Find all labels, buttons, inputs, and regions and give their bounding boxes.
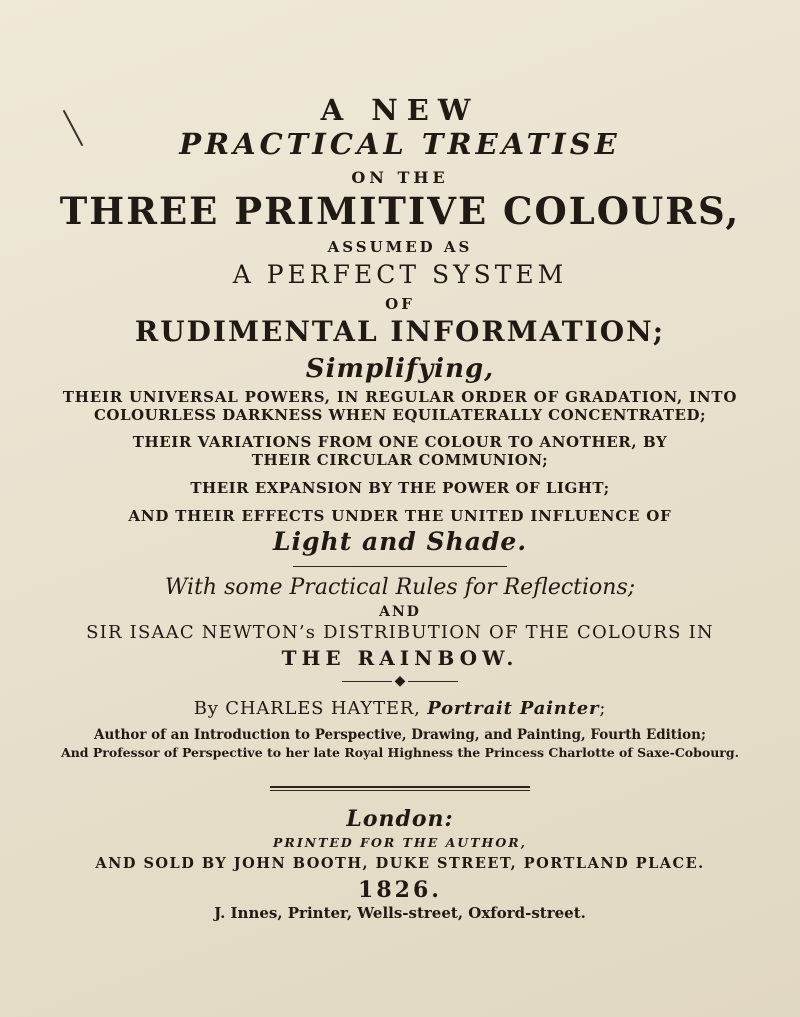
heading-a-new: A NEW xyxy=(320,93,480,127)
heading-on-the: ON THE xyxy=(351,168,449,187)
text-united-influence: AND THEIR EFFECTS UNDER THE UNITED INFLUENCE OF xyxy=(128,507,672,525)
text-practical-rules: With some Practical Rules for Reflections; xyxy=(164,575,636,600)
text-author-line xyxy=(0,700,800,718)
text-printer: J. Innes, Printer, Wells-street, Oxford-street. xyxy=(214,904,586,922)
author-title: Portrait Painter xyxy=(427,698,600,719)
heading-the-rainbow: THE RAINBOW. xyxy=(281,646,519,670)
text-printed-for: PRINTED FOR THE AUTHOR, xyxy=(273,835,527,850)
text-variations: THEIR VARIATIONS FROM ONE COLOUR TO ANOTHER, BY xyxy=(132,433,668,451)
heading-three-primitive-colours: THREE PRIMITIVE COLOURS, xyxy=(59,189,741,233)
heading-london: London: xyxy=(346,806,454,832)
text-professor-line: And Professor of Perspective to her late Royal Highness the Princess Charlotte of Saxe-Cobourg. xyxy=(61,745,739,760)
author-prefix: By CHARLES HAYTER, xyxy=(193,698,428,719)
double-rule-bottom xyxy=(270,790,530,791)
text-expansion: THEIR EXPANSION BY THE POWER OF LIGHT; xyxy=(190,479,610,497)
heading-perfect-system: A PERFECT SYSTEM xyxy=(232,260,568,289)
ornament-rule-right xyxy=(408,681,458,682)
heading-practical-treatise: PRACTICAL TREATISE xyxy=(179,127,621,161)
text-universal-powers: THEIR UNIVERSAL POWERS, IN REGULAR ORDER OF GRADATION, INTO xyxy=(62,388,738,406)
text-author-credentials: Author of an Introduction to Perspective, Drawing, and Painting, Fourth Edition; xyxy=(94,727,706,743)
text-and: AND xyxy=(379,604,421,620)
author-suffix: ; xyxy=(599,698,607,719)
heading-assumed-as: ASSUMED AS xyxy=(327,238,473,256)
text-circular-communion: THEIR CIRCULAR COMMUNION; xyxy=(251,451,549,469)
text-year: 1826. xyxy=(358,877,442,903)
text-newton-distribution: SIR ISAAC NEWTON’s DISTRIBUTION OF THE COLOURS IN xyxy=(86,622,714,643)
heading-of: OF xyxy=(385,295,415,313)
ornament-diamond: ◆ xyxy=(394,673,406,689)
heading-rudimental-information: RUDIMENTAL INFORMATION; xyxy=(134,315,666,348)
divider-rule xyxy=(293,566,507,567)
heading-simplifying: Simplifying, xyxy=(305,354,495,384)
text-sold-by: AND SOLD BY JOHN BOOTH, DUKE STREET, PORTLAND PLACE. xyxy=(95,855,705,872)
text-colourless-darkness: COLOURLESS DARKNESS WHEN EQUILATERALLY CONCENTRATED; xyxy=(93,406,707,424)
heading-light-and-shade: Light and Shade. xyxy=(272,527,528,556)
double-rule-top xyxy=(270,786,530,788)
